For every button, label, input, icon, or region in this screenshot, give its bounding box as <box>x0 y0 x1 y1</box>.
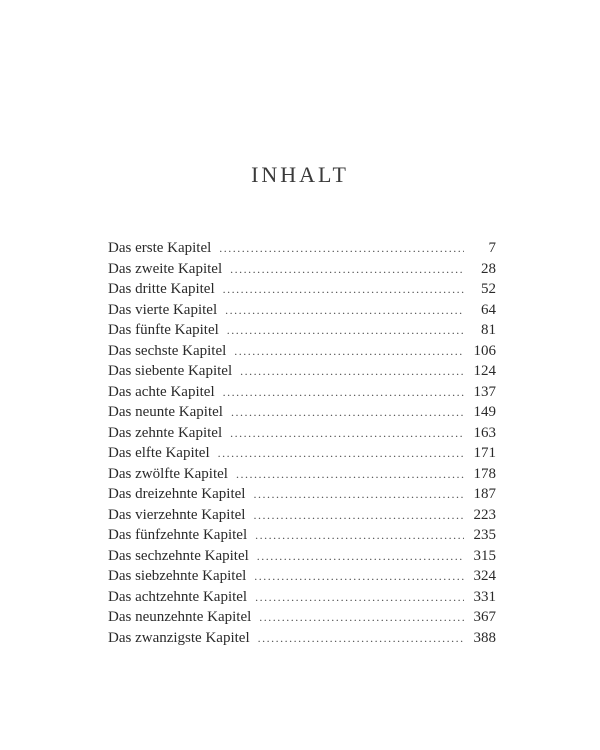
dot-leader <box>253 484 464 505</box>
dot-leader <box>225 300 464 321</box>
dot-leader <box>230 259 464 280</box>
toc-entry <box>108 443 496 464</box>
toc-entry <box>108 279 496 300</box>
toc-entry <box>108 300 496 321</box>
toc-entry <box>108 628 496 649</box>
dot-leader <box>255 587 464 608</box>
toc-entry-page-number: 163 <box>473 424 496 441</box>
toc-entry <box>108 341 496 362</box>
toc-entry-label: Das siebente Kapitel <box>108 363 233 379</box>
toc-entry <box>108 423 496 444</box>
toc-entry-page-number: 52 <box>481 281 496 297</box>
toc-entry <box>108 402 496 423</box>
toc-entry-label: Das elfte Kapitel <box>108 445 210 461</box>
toc-entry-page-number: 223 <box>473 506 496 523</box>
toc-entry-label: Das zwanzigste Kapitel <box>108 629 250 646</box>
toc-entry <box>108 238 496 259</box>
toc-entry-label: Das fünfzehnte Kapitel <box>108 527 248 543</box>
table-of-contents <box>108 238 496 648</box>
toc-entry-label: Das achtzehnte Kapitel <box>108 588 248 605</box>
toc-entry <box>108 382 496 403</box>
toc-entry <box>108 464 496 485</box>
toc-entry <box>108 525 496 546</box>
page-title: INHALT <box>251 162 349 187</box>
toc-entry-label: Das zweite Kapitel <box>108 260 223 277</box>
dot-leader <box>227 320 464 341</box>
toc-entry <box>108 484 496 505</box>
toc-entry <box>108 607 496 628</box>
toc-entry-page-number: 315 <box>473 547 496 564</box>
toc-entry-page-number: 81 <box>481 322 496 338</box>
dot-leader <box>219 238 464 259</box>
toc-entry <box>108 566 496 587</box>
toc-entry-label: Das zehnte Kapitel <box>108 424 223 441</box>
dot-leader <box>218 443 464 464</box>
dot-leader <box>223 279 464 300</box>
toc-entry-page-number: 137 <box>473 383 496 400</box>
toc-entry-label: Das achte Kapitel <box>108 383 215 400</box>
toc-entry <box>108 505 496 526</box>
toc-entry-page-number: 171 <box>473 445 496 461</box>
dot-leader <box>234 341 464 362</box>
toc-entry-page-number: 124 <box>473 363 496 379</box>
toc-entry-label: Das fünfte Kapitel <box>108 322 219 338</box>
toc-entry-page-number: 149 <box>473 404 496 420</box>
toc-entry-page-number: 7 <box>488 240 496 256</box>
toc-entry-label: Das dritte Kapitel <box>108 281 215 297</box>
toc-entry <box>108 259 496 280</box>
dot-leader <box>223 382 464 403</box>
toc-entry <box>108 320 496 341</box>
toc-entry-page-number: 187 <box>473 486 496 502</box>
toc-entry-label: Das siebzehnte Kapitel <box>108 568 247 584</box>
dot-leader <box>253 505 464 526</box>
dot-leader <box>258 628 464 649</box>
toc-entry-page-number: 388 <box>473 629 496 646</box>
toc-entry-label: Das dreizehnte Kapitel <box>108 486 246 502</box>
toc-entry-page-number: 178 <box>473 465 496 482</box>
toc-entry-label: Das neunte Kapitel <box>108 404 223 420</box>
toc-entry-page-number: 324 <box>473 568 496 584</box>
toc-entry-page-number: 64 <box>481 301 496 318</box>
dot-leader <box>236 464 464 485</box>
dot-leader <box>231 402 464 423</box>
toc-entry-page-number: 331 <box>473 588 496 605</box>
toc-entry-label: Das erste Kapitel <box>108 240 212 256</box>
toc-entry <box>108 361 496 382</box>
toc-entry-label: Das vierte Kapitel <box>108 301 218 318</box>
toc-entry-label: Das neunzehnte Kapitel <box>108 609 252 625</box>
toc-entry-label: Das sechzehnte Kapitel <box>108 547 249 564</box>
toc-entry-page-number: 235 <box>473 527 496 543</box>
toc-entry-page-number: 106 <box>473 342 496 359</box>
toc-entry-label: Das sechste Kapitel <box>108 342 227 359</box>
toc-entry <box>108 587 496 608</box>
dot-leader <box>259 607 464 628</box>
toc-entry-label: Das zwölfte Kapitel <box>108 465 228 482</box>
dot-leader <box>257 546 464 567</box>
dot-leader <box>230 423 464 444</box>
dot-leader <box>254 566 464 587</box>
toc-entry <box>108 546 496 567</box>
dot-leader <box>255 525 464 546</box>
toc-entry-page-number: 28 <box>481 260 496 277</box>
toc-entry-label: Das vierzehnte Kapitel <box>108 506 246 523</box>
dot-leader <box>240 361 464 382</box>
toc-entry-page-number: 367 <box>473 609 496 625</box>
